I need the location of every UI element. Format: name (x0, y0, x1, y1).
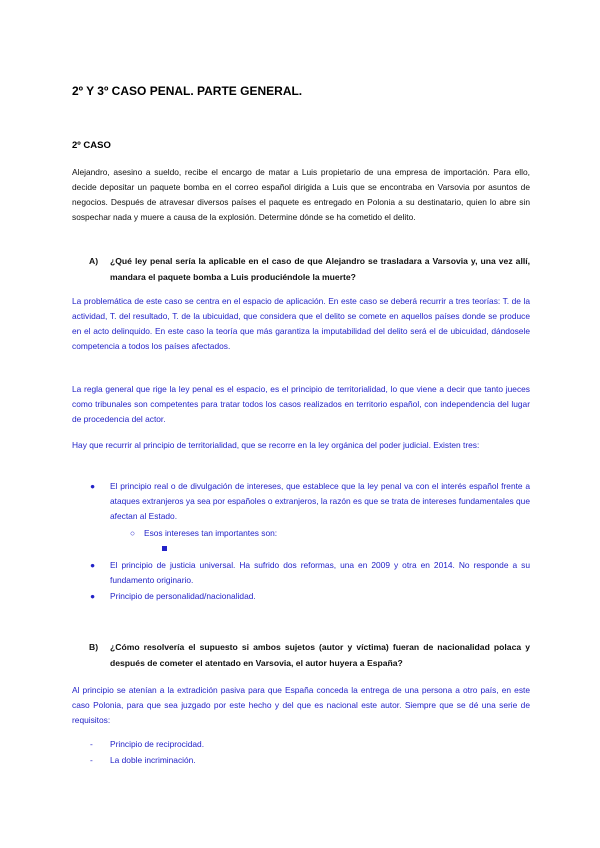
document-title: 2º Y 3º CASO PENAL. PARTE GENERAL. (72, 84, 303, 98)
principle-item (90, 589, 530, 604)
question-b-text: ¿Cómo resolvería el supuesto si ambos sujetos (autor y víctima) fueran de nacionalidad polaca y después de cometer el atentado en Varsovia, el autor huyera a España? (110, 642, 530, 668)
dash-marker: - (90, 755, 93, 765)
question-b-marker: B) (89, 642, 99, 652)
question-a (90, 254, 530, 285)
requirement-item (90, 739, 204, 749)
principle-text: El principio de justicia universal. Ha sufrido dos reformas, una en 2009 y otra en 2014. No responde a su fundamento originario. (110, 560, 530, 585)
principle-item (90, 479, 530, 524)
bullet-dot-icon: ● (90, 591, 96, 601)
requirement-item (90, 755, 196, 765)
answer-b-paragraph: Al principio se atenían a la extradición pasiva para que España conceda la entrega de una persona a otro país, en este caso Polonia, para que sea juzgado por este hecho y del que es nacional este autor. Siempre que se dé una serie de requisitos: (72, 685, 530, 725)
sub-list-item (130, 528, 277, 538)
case-statement: Alejandro, asesino a sueldo, recibe el encargo de matar a Luis propietario de una empresa de importación. Para ello, decide depositar un paquete bomba en el correo español dirigida a Luis que se encontraba en Varsovia por asuntos de negocios. Después de atravesar diversos países el paquete es entregado en Polonia a su destinatario, quien lo abre sin sospechar nada y muere a causa de la explosión. Determine dónde se ha cometido el delito. (72, 167, 530, 222)
principle-text: El principio real o de divulgación de intereses, que establece que la ley penal va con el interés español frente a ataques extranjeros ya sea por españoles o extranjeros, la razón es que se trata de intereses fundamentales que afectan al Estado. (110, 481, 530, 521)
principle-text: Principio de personalidad/nacionalidad. (110, 591, 256, 601)
requirement-text: La doble incriminación. (110, 755, 196, 765)
dash-marker: - (90, 739, 93, 749)
bullet-square-icon (162, 546, 167, 551)
section-heading: 2º CASO (72, 140, 111, 151)
bullet-circle-icon: ○ (130, 528, 136, 538)
answer-a-paragraph: La regla general que rige la ley penal es el espacio, es el principio de territorialidad, lo que viene a decir que tanto jueces como tribunales son competentes para tratar todos los casos realizados en territorio español, con independencia del lugar de procedencia del actor. (72, 384, 530, 424)
bullet-dot-icon: ● (90, 560, 96, 570)
question-a-marker: A) (89, 256, 99, 266)
requirement-text: Principio de reciprocidad. (110, 739, 205, 749)
answer-a-paragraph: Hay que recurrir al principio de territorialidad, que se recorre en la ley orgánica del poder judicial. Existen tres: (72, 440, 480, 450)
principle-item (90, 558, 530, 588)
question-b (90, 640, 530, 671)
answer-a-paragraph: La problemática de este caso se centra en el espacio de aplicación. En este caso se deberá recurrir a tres teorías: T. de la actividad, T. del resultado, T. de la ubicuidad, que considera que el delito se comete en aquellos países donde se produce en el acto delinquido. En este caso la teoría que más garantiza la imputabilidad del delito será el de ubicuidad, dándosele competencia a todos los países afectados. (72, 296, 530, 351)
sub-item-text: Esos intereses tan importantes son: (144, 528, 278, 538)
question-a-text: ¿Qué ley penal sería la aplicable en el caso de que Alejandro se trasladara a Varsovia y, una vez allí, mandara el paquete bomba a Luis produciéndole la muerte? (110, 256, 530, 282)
bullet-dot-icon: ● (90, 481, 96, 491)
